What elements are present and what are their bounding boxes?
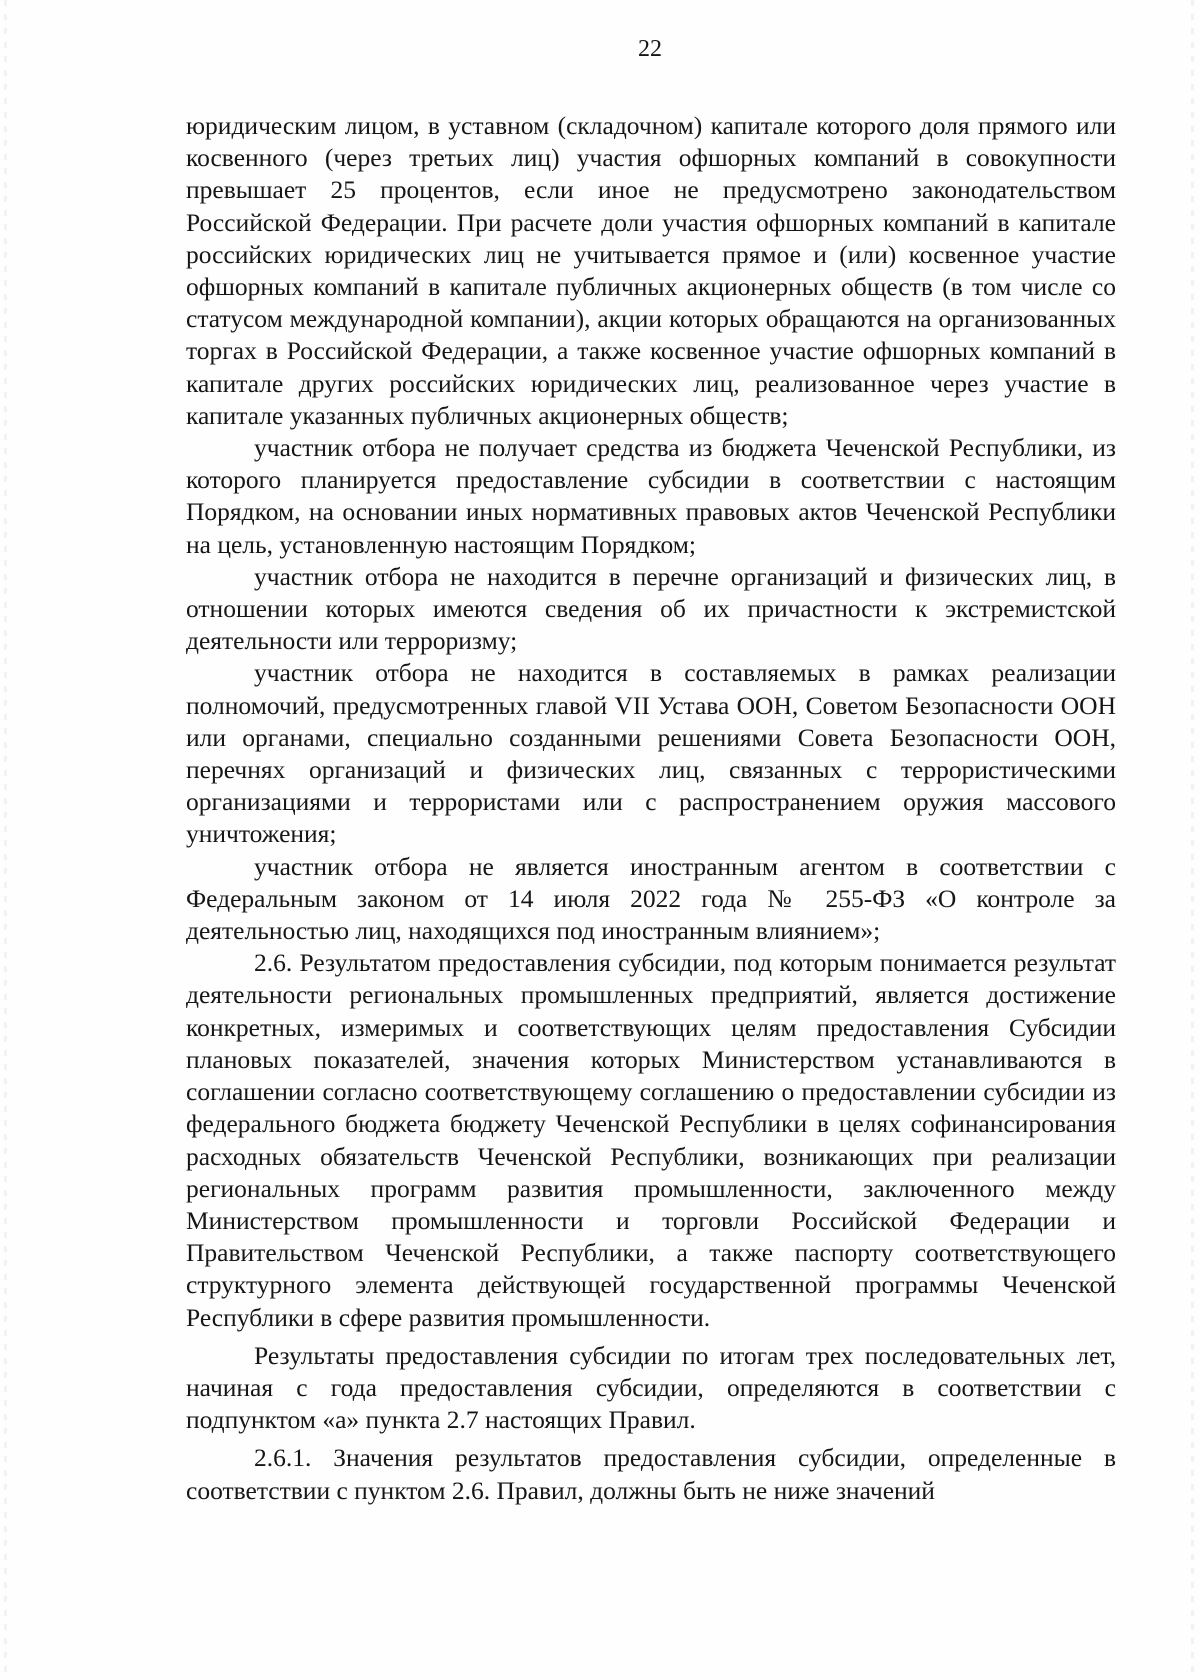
paragraph-un-condition: участник отбора не находится в составляемых в рамках реализации полномочий, предусмотренных главой VII Устава ООН, Советом Безопасности ООН или органами, специально созданными решениями Совета Безопасности ООН, перечнях организаций и физических лиц, связанных с террористическими организациями и террористами или с распространением оружия массового уничтожения; — [186, 658, 1116, 849]
paragraph-extremism-condition: участник отбора не находится в перечне организаций и физических лиц, в отношении которых имеются сведения об их причастности к экстремистской деятельности или терроризму; — [186, 561, 1116, 656]
paragraph-results-three-years: Результаты предоставления субсидии по итогам трех последовательных лет, начиная с года предоставления субсидии, определяются в соответствии с подпунктом «а» пункта 2.7 настоящих Правил. — [186, 1340, 1116, 1435]
page-number: 22 — [638, 36, 662, 62]
paragraph-clause-2-6-1: 2.6.1. Значения результатов предоставления субсидии, определенные в соответствии с пунктом 2.6. Правил, должны быть не ниже значений — [186, 1443, 1116, 1505]
paragraph-clause-2-6: 2.6. Результатом предоставления субсидии, под которым понимается результат деятельности региональных промышленных предприятий, является достижение конкретных, измеримых и соответствующих целям предоставления Субсидии плановых показателей, значения которых Министерством устанавливаются в соглашении согласно соответствующему соглашению о предоставлении субсидии из федерального бюджета бюджету Чеченской Республики в целях софинансирования расходных обязательств Чеченской Республики, возникающих при реализации региональных программ развития промышленности, заключенного между Министерством промышленности и торговли Российской Федерации и Правительством Чеченской Республики, а также паспорту соответствующего структурного элемента действующей государственной программы Чеченской Республики в сфере развития промышленности. — [186, 948, 1116, 1332]
scan-edge-right — [1191, 0, 1194, 1679]
paragraph-budget-condition: участник отбора не получает средства из бюджета Чеченской Республики, из которого планируется предоставление субсидии в соответствии с настоящим Порядком, на основании иных нормативных правовых актов Чеченской Республики на цель, установленную настоящим Порядком; — [186, 433, 1116, 559]
scan-edge-left — [4, 0, 7, 1679]
paragraph-foreign-agent-condition: участник отбора не является иностранным агентом в соответствии с Федеральным законом от 14 июля 2022 года № 255-ФЗ «О контроле за деятельностью лиц, находящихся под иностранным влиянием»; — [186, 851, 1116, 946]
paragraph-offshore-condition: юридическим лицом, в уставном (складочном) капитале которого доля прямого или косвенного (через третьих лиц) участия офшорных компаний в совокупности превышает 25 процентов, если иное не предусмотрено законодательством Российской Федерации. При расчете доли участия офшорных компаний в капитале российских юридических лиц не учитывается прямое и (или) косвенное участие офшорных компаний в капитале публичных акционерных обществ (в том числе со статусом международной компании), акции которых обращаются на организованных торгах в Российской Федерации, а также косвенное участие офшорных компаний в капитале других российских юридических лиц, реализованное через участие в капитале указанных публичных акционерных обществ; — [186, 111, 1116, 430]
document-body — [186, 110, 1116, 1507]
